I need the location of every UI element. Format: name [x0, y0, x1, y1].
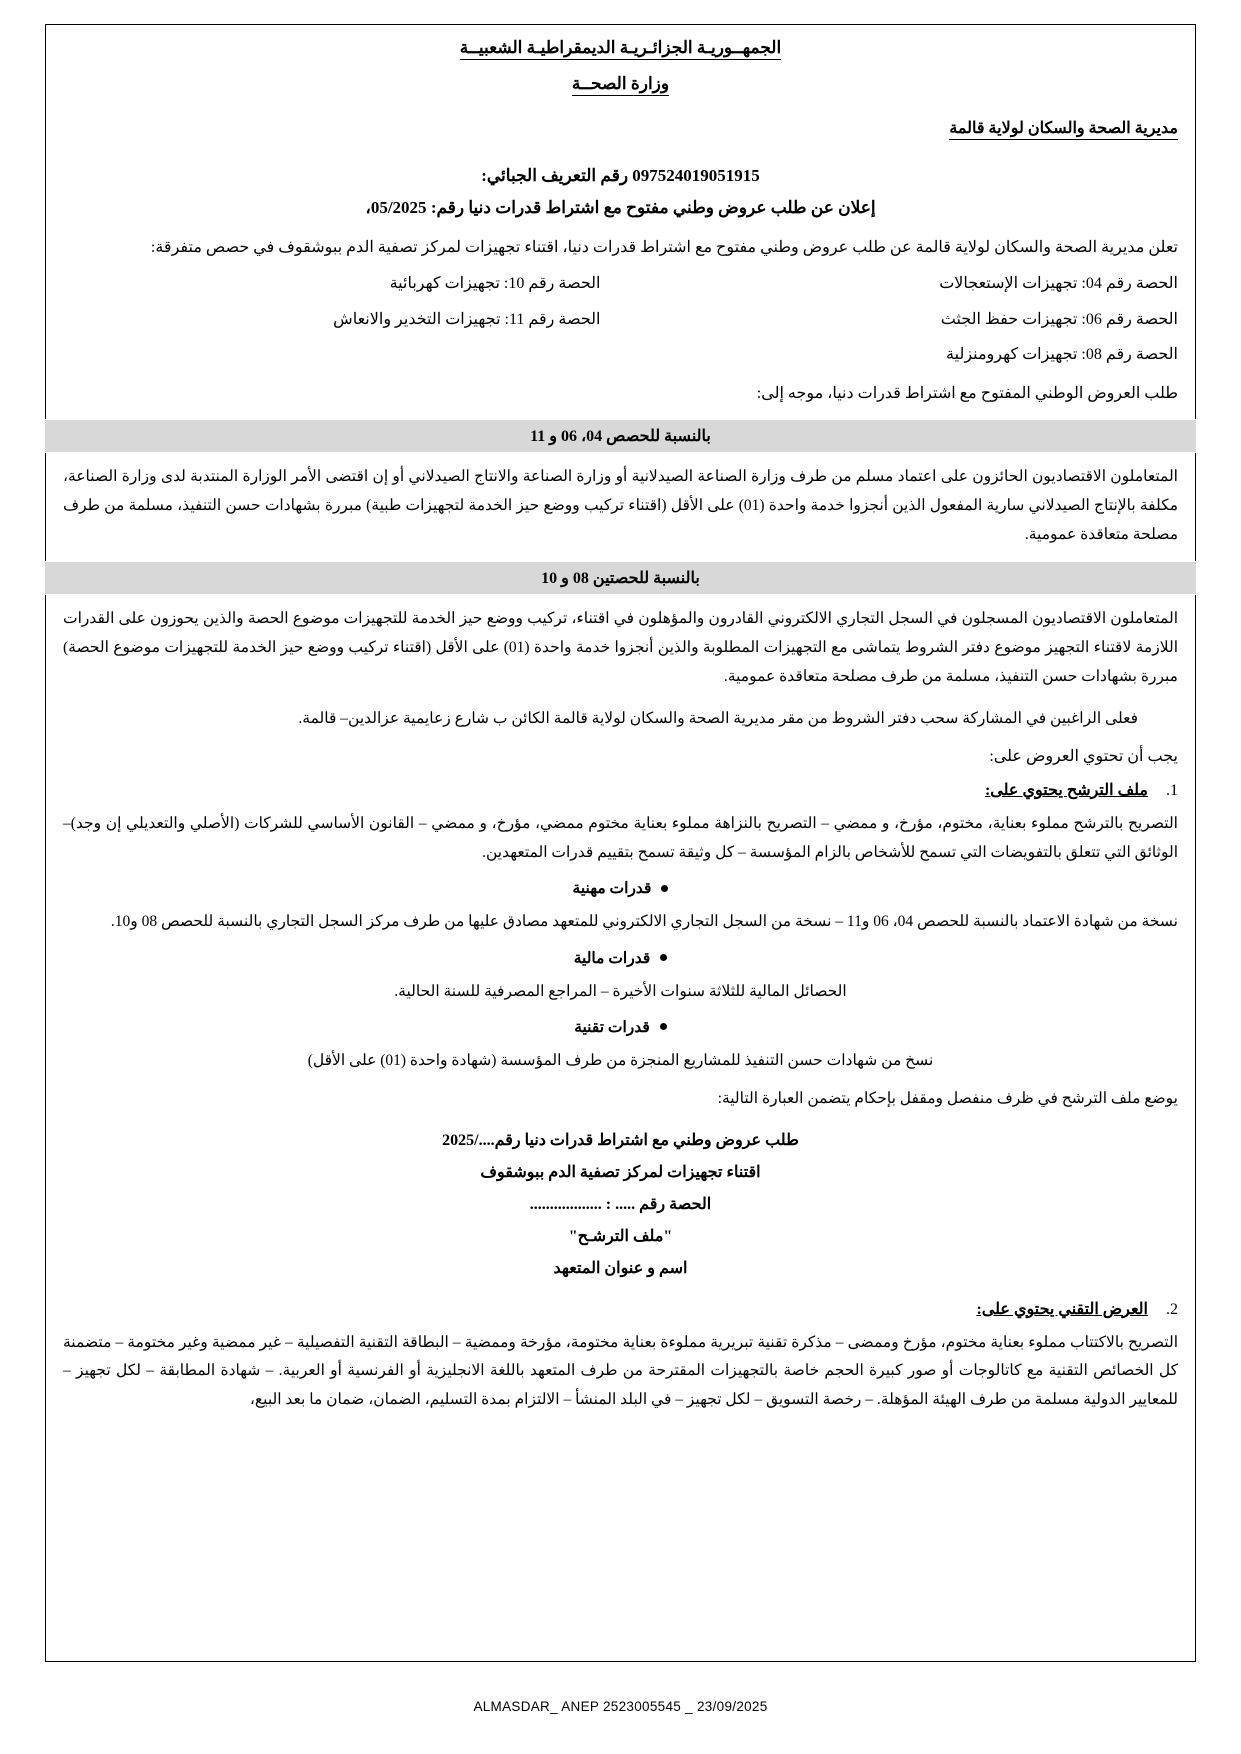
bullet-label: قدرات مالية: [573, 949, 651, 967]
bullet-professional-capacity: [63, 879, 1178, 898]
envelope-line-4: "ملف الترشـح": [568, 1227, 673, 1245]
announcement-intro: تعلن مديرية الصحة والسكان لولاية قالمة عن طلب عروض وطني مفتوح مع اشتراط قدرات دنيا، اقتناء تجهيزات لمركز تصفية الدم ببوشقوف في حصص متفرقة:: [150, 239, 1178, 256]
section-2-paragraph: التصريح بالاكتتاب مملوء بعناية مختوم، مؤرخ وممضى – مذكرة تقنية تبريرية مملوءة بعناية مختومة، مؤرخة وممضية – البطاقة التقنية التفصيلية – غير ممضية وغير مختومة – متضمنة كل الخصائص التقنية مع كاتالوجات أو صور كبيرة الحجم خاصة بالتجهيزات المقترحة من طرف المتعهد باللغة الانجليزية أو الفرنسية أو العربية. – شهادة المطابقة – لكل تجهيز – للمعايير الدولية مسلمة من طرف الهيئة المؤهلة. – رخصة التسويق – لكل تجهيز – في البلد المنشأ – الالتزام بمدة التسليم، الضمان، ضمان ما بعد البيع،: [63, 1333, 1178, 1408]
technical-capacity-text: نسخ من شهادات حسن التنفيذ للمشاريع المنجزة من طرف المؤسسة (شهادة واحدة (01) على الأقل): [307, 1051, 934, 1069]
republic-heading: [63, 38, 1178, 60]
document-content: [45, 24, 1196, 1415]
section-1-heading: [63, 780, 1178, 800]
lot-row: [63, 307, 1178, 333]
addressed-to-text: طلب العروض الوطني المفتوح مع اشتراط قدرات دنيا، موجه إلى:: [756, 384, 1178, 402]
envelope-intro-text: يوضع ملف الترشح في ظرف منفصل ومقفل بإحكام يتضمن العبارة التالية:: [717, 1089, 1178, 1107]
section-1-number: 1.: [1166, 781, 1178, 799]
lot-item: [63, 342, 641, 368]
lot-item: الحصة رقم 06: تجهيزات حفظ الجثث: [940, 310, 1178, 328]
bullet-technical-capacity: [63, 1018, 1178, 1037]
band-lots-04-06-11: بالنسبة للحصص 04، 06 و 11: [45, 419, 1196, 453]
section-2-title: العرض التقني يحتوي على:: [976, 1300, 1148, 1318]
band-2-paragraph: المتعاملون الاقتصاديون المسجلون في السجل التجاري الالكتروني القادرون والمؤهلون في اقتناء، تركيب ووضع حيز الخدمة للتجهيزات موضوع الحصة والذين يحوزون على القدرات اللازمة لاقتناء التجهيز موضوع دفتر الشروط يتماشى مع التجهيزات المطلوبة والذين أنجزوا خدمة واحدة (01) على الأقل (اقتناء تركيب ووضع حيز الخدمة للتجهيزات موضوع الحصة) مبررة بشهادات حسن التنفيذ، مسلمة من طرف مصلحة متعاقدة عمومية.: [63, 610, 1178, 685]
ministry-heading-text: وزارة الصحــة: [572, 74, 669, 96]
band-1-paragraph: المتعاملون الاقتصاديون الحائزون على اعتماد مسلم من طرف وزارة الصناعة الصيدلانية أو وزارة الصناعة والانتاج الصيدلاني أو إن اقتضى الأمر الوزارة المنتدبة لدى وزارة الصناعة، مكلفة بالإنتاج الصيدلاني سارية المفعول الذين أنجزوا خدمة واحدة (01) على الأقل (اقتناء تركيب ووضع حيز الخدمة لتجهيزات طبية) مبررة بشهادات حسن التنفيذ، مسلمة من طرف مصلحة متعاقدة عمومية.: [63, 468, 1178, 543]
bullet-dot-icon: [660, 954, 667, 961]
lot-row: [63, 271, 1178, 297]
bullet-label: قدرات مهنية: [572, 880, 652, 898]
section-2-number: 2.: [1166, 1300, 1178, 1318]
envelope-line-5: اسم و عنوان المتعهد: [553, 1259, 688, 1277]
bullet-financial-capacity: [63, 949, 1178, 968]
envelope-line-1: طلب عروض وطني مع اشتراط قدرات دنيا رقم..../2025: [442, 1131, 799, 1149]
lot-item: الحصة رقم 10: تجهيزات كهربائية: [389, 275, 601, 293]
lot-item: الحصة رقم 04: تجهيزات الإستعجالات: [939, 275, 1178, 293]
financial-capacity-text: الحصائل المالية للثلاثة سنوات الأخيرة – المراجع المصرفية للسنة الحالية.: [394, 982, 847, 1000]
lot-item: الحصة رقم 11: تجهيزات التخدير والانعاش: [333, 310, 601, 328]
republic-heading-text: الجمهــوريـة الجزائـريـة الديمقراطيـة الشعبيــة: [460, 38, 781, 60]
section-2-heading: [63, 1299, 1178, 1319]
section-1-paragraph: التصريح بالترشح مملوء بعناية، مختوم، مؤرخ، و ممضي – التصريح بالنزاهة مملوء بعناية مختوم ممضي، مؤرخ، و ممضي – القانون الأساسي للشركات (الأصلي والتعديلي إن وجد)– الوثائق التي تتعلق بالتفويضات التي تسمح للأشخاص بالزام المؤسسة – كل وثيقة تسمح بتقييم قدرات المتعهدين.: [63, 814, 1178, 861]
envelope-line-3: الحصة رقم ..... : ..................: [529, 1195, 712, 1213]
lot-item: الحصة رقم 08: تجهيزات كهرومنزلية: [946, 346, 1178, 364]
direction-heading: [63, 118, 1178, 140]
bullet-dot-icon: [661, 885, 668, 892]
envelope-line-2: اقتناء تجهيزات لمركز تصفية الدم ببوشقوف: [480, 1163, 761, 1181]
tax-id-label: رقم التعريف الجبائي:: [481, 166, 629, 185]
lot-row: [63, 342, 1178, 368]
offer-must-contain: يجب أن تحتوي العروض على:: [989, 747, 1178, 765]
professional-capacity-text: نسخة من شهادة الاعتماد بالنسبة للحصص 04، 06 و11 – نسخة من السجل التجاري الالكتروني للمتعهد مصادق عليها من طرف مركز السجل التجاري بالنسبة للحصص 08 و10.: [110, 913, 1178, 931]
withdraw-paragraph: فعلى الراغبين في المشاركة سحب دفتر الشروط من مقر مديرية الصحة والسكان لولاية قالمة الكائن ب شارع زعايمية عزالدين– قالمة.: [298, 710, 1138, 728]
tax-id-value: 097524019051915: [632, 166, 760, 185]
announcement-title: إعلان عن طلب عروض وطني مفتوح مع اشتراط قدرات دنيا رقم: 05/2025،: [365, 198, 876, 217]
lots-list: [63, 271, 1178, 368]
direction-heading-text: مديرية الصحة والسكان لولاية قالمة: [949, 118, 1178, 140]
envelope-label-block: [63, 1125, 1178, 1285]
bullet-label: قدرات تقنية: [574, 1018, 650, 1036]
tax-id-line: [63, 166, 1178, 186]
ministry-heading: [63, 74, 1178, 96]
page-footer: ALMASDAR_ ANEP 2523005545 _ 23/09/2025: [473, 1699, 768, 1714]
band-lots-08-10: بالنسبة للحصتين 08 و 10: [45, 561, 1196, 595]
section-1-title: ملف الترشح يحتوي على:: [984, 781, 1148, 799]
bullet-dot-icon: [660, 1023, 667, 1030]
